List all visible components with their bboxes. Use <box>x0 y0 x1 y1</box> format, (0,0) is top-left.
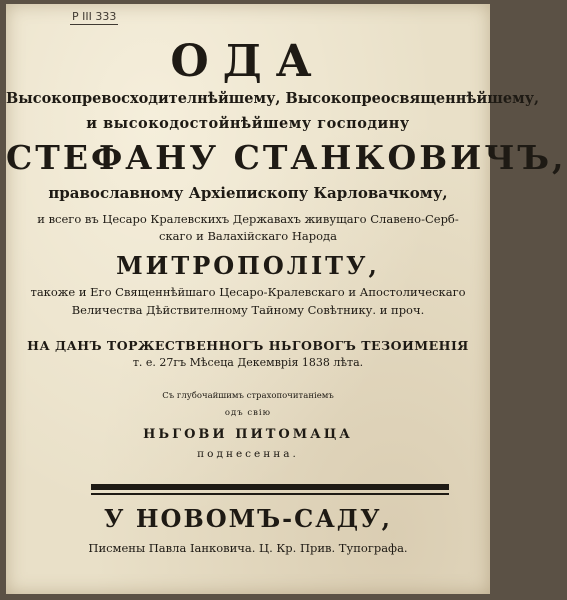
thin-divider-rule <box>91 493 449 495</box>
address-line-2: и высокодостойнѣйшему господину <box>86 115 410 132</box>
dedication-line-2: одъ свію <box>224 408 272 418</box>
imprint-printer: Писмены Павла Іанковича. Ц. Кр. Прив. Тупографа. <box>88 541 408 555</box>
metropolitan-title: МИТРОПОЛІТУ, <box>116 251 380 280</box>
presented-line: поднесенна. <box>197 448 299 460</box>
imprint-city: У НОВОМЪ-САДУ, <box>104 504 392 533</box>
dedication-line-1: Съ глубочайшимъ страхопочитаніемъ <box>162 391 334 401</box>
title-page <box>6 4 567 594</box>
date-line: т. е. 27гъ Мѣсеца Декемврія 1838 лѣта. <box>132 356 364 369</box>
office-line-1: православному Архіепископу Карловачкому, <box>48 184 448 202</box>
occasion-line: НА ДАНЪ ТОРЖЕСТВЕННОГЪ НЬГОВОГЪ ТЕЗОИМЕНІЯ <box>27 338 469 353</box>
students-line: НЬГОВИ ПИТОМАЦА <box>143 427 353 442</box>
ode-title: ОДА <box>170 36 326 87</box>
address-line-1: Высокопревосходителнѣйшему, Высокопреосвященнѣйшему, <box>6 90 540 107</box>
office-line-3: скаго и Валахійскаго Народа <box>159 229 337 243</box>
thick-divider-rule <box>91 484 449 490</box>
honoree-name: СТЕФАНУ СТАНКОВИЧЪ, <box>6 138 567 177</box>
honorific-line-2: Величества Дѣйствителному Тайному Совѣтнику. и проч. <box>71 303 425 317</box>
office-line-2: и всего въ Цесаро Кралевскихъ Державахъ живущаго Славено-Серб- <box>37 212 459 226</box>
shelfmark-annotation: Р III 333 <box>72 10 117 23</box>
honorific-line-1: такоже и Его Священнѣйшаго Цесаро-Кралевскаго и Апостолическаго <box>30 285 466 299</box>
